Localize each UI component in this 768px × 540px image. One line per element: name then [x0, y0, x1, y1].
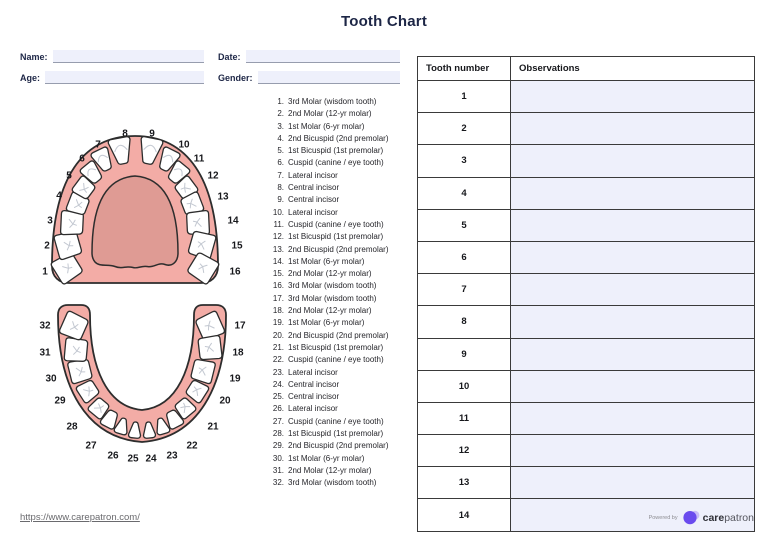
list-item-number: 30. — [272, 453, 284, 463]
list-item-number: 17. — [272, 293, 284, 303]
list-item-name: Central incisor — [288, 195, 340, 205]
table-row — [418, 241, 755, 273]
table-header-row — [418, 57, 755, 81]
list-item-number: 21. — [272, 342, 284, 352]
tooth-18-shape — [198, 335, 223, 360]
list-item — [264, 268, 416, 280]
list-item — [264, 367, 416, 379]
tooth-11-label: 11 — [193, 153, 205, 165]
list-item — [264, 157, 416, 169]
list-item-number: 11. — [273, 219, 284, 229]
observation-cell[interactable] — [511, 402, 755, 434]
brand-name-bold: care — [702, 511, 725, 524]
tooth-7-label: 7 — [95, 139, 101, 151]
table-row — [418, 435, 755, 467]
list-item — [264, 133, 416, 145]
tooth-2-label: 2 — [44, 240, 50, 252]
list-item-name: 2nd Molar (12-yr molar) — [288, 306, 372, 316]
list-item — [264, 244, 416, 256]
tooth-number-cell: 1 — [418, 81, 511, 113]
list-item-number: 25. — [272, 392, 284, 402]
list-item-name: Central incisor — [288, 392, 340, 402]
patient-fields — [20, 50, 402, 84]
table-row — [418, 113, 755, 145]
list-item-number: 10. — [272, 207, 284, 217]
list-item-number: 14. — [272, 256, 284, 266]
tooth-10-label: 10 — [178, 139, 190, 151]
tooth-27-label: 27 — [85, 440, 97, 452]
tooth-9-label: 9 — [149, 128, 155, 140]
list-item-name: Lateral incisor — [288, 207, 338, 217]
tooth-20-label: 20 — [219, 395, 231, 407]
list-item-name: Lateral incisor — [288, 170, 338, 180]
list-item-name: Lateral incisor — [288, 367, 338, 377]
observation-cell[interactable] — [511, 338, 755, 370]
list-item-name: Cuspid (canine / eye tooth) — [288, 158, 384, 168]
list-item — [264, 354, 416, 366]
list-item-name: 1st Molar (6-yr molar) — [288, 318, 365, 328]
list-item-number: 2. — [277, 109, 284, 119]
tooth-16-label: 16 — [229, 266, 241, 278]
observation-cell[interactable] — [511, 370, 755, 402]
carepatron-logo-icon — [683, 510, 700, 525]
table-row — [418, 209, 755, 241]
list-item-name: 2nd Molar (12-yr molar) — [288, 269, 372, 279]
observation-cell[interactable] — [511, 467, 755, 499]
list-item-number: 16. — [272, 281, 284, 291]
list-item-name: 3rd Molar (wisdom tooth) — [288, 293, 377, 303]
tooth-25-label: 25 — [127, 453, 139, 465]
powered-by-label: Powered by — [648, 514, 678, 521]
tooth-number-cell: 7 — [418, 274, 511, 306]
list-item-name: Lateral incisor — [288, 404, 338, 414]
name-field — [20, 50, 218, 63]
tooth-number-cell: 9 — [418, 338, 511, 370]
date-input[interactable] — [246, 50, 400, 63]
observation-cell[interactable] — [511, 177, 755, 209]
list-item-name: 2nd Bicuspid (2nd premolar) — [288, 133, 389, 143]
list-item-name: 3rd Molar (wisdom tooth) — [288, 281, 377, 291]
tooth-13-label: 13 — [217, 191, 229, 203]
list-item-name: 3rd Molar (wisdom tooth) — [288, 97, 377, 106]
tooth-number-cell: 4 — [418, 177, 511, 209]
list-item — [264, 293, 416, 305]
list-item-number: 7. — [277, 170, 284, 180]
footer-link[interactable]: https://www.carepatron.com/ — [20, 512, 140, 523]
brand-name-rest: patron — [724, 511, 754, 524]
list-item — [264, 305, 416, 317]
column-header-tooth-number: Tooth number — [418, 57, 511, 81]
list-item — [264, 219, 416, 231]
tooth-6-label: 6 — [79, 153, 85, 165]
table-row — [418, 306, 755, 338]
tooth-number-cell: 13 — [418, 467, 511, 499]
list-item — [264, 182, 416, 194]
list-item-number: 23. — [272, 367, 284, 377]
gender-input[interactable] — [258, 71, 400, 84]
list-item — [264, 145, 416, 157]
table-row — [418, 274, 755, 306]
tooth-3-label: 3 — [47, 215, 53, 227]
list-item-name: Cuspid (canine / eye tooth) — [288, 219, 384, 229]
list-item-number: 24. — [272, 379, 284, 389]
list-item-name: 2nd Bicuspid (2nd premolar) — [288, 441, 389, 451]
list-item-name: 1st Bicuspid (1st premolar) — [288, 342, 384, 352]
observation-cell[interactable] — [511, 241, 755, 273]
tooth-26-label: 26 — [107, 450, 119, 462]
table-row — [418, 370, 755, 402]
list-item-number: 5. — [277, 146, 284, 156]
tooth-5-label: 5 — [66, 170, 72, 182]
list-item — [264, 108, 416, 120]
tooth-number-cell: 14 — [418, 499, 511, 531]
list-item-name: Central incisor — [288, 379, 340, 389]
list-item — [264, 231, 416, 243]
list-item-name: 1st Bicuspid (1st premolar) — [288, 429, 384, 439]
tooth-12-label: 12 — [207, 170, 219, 182]
list-item-number: 12. — [272, 232, 284, 242]
list-item-number: 31. — [272, 465, 284, 475]
list-item — [264, 428, 416, 440]
tooth-21-label: 21 — [207, 421, 219, 433]
brand-name — [703, 512, 754, 524]
page-title: Tooth Chart — [340, 13, 428, 30]
list-item — [264, 477, 416, 489]
tooth-number-cell: 8 — [418, 306, 511, 338]
tooth-number-cell: 10 — [418, 370, 511, 402]
observation-cell[interactable] — [511, 306, 755, 338]
date-field — [218, 50, 402, 63]
list-item-number: 20. — [272, 330, 284, 340]
list-item — [264, 379, 416, 391]
tooth-23-label: 23 — [166, 450, 178, 462]
observations-table — [417, 56, 755, 532]
list-item-number: 18. — [272, 306, 284, 316]
dental-arches-diagram — [30, 118, 252, 472]
list-item — [264, 256, 416, 268]
list-item — [264, 403, 416, 415]
list-item-name: 1st Molar (6-yr molar) — [288, 121, 365, 131]
tooth-31-shape — [64, 338, 88, 363]
list-item-number: 6. — [277, 158, 284, 168]
tooth-1-label: 1 — [42, 266, 48, 278]
tooth-number-cell: 5 — [418, 209, 511, 241]
list-item — [264, 170, 416, 182]
observation-cell[interactable] — [511, 145, 755, 177]
tooth-30-label: 30 — [45, 373, 57, 385]
observation-cell[interactable] — [511, 435, 755, 467]
tooth-24-label: 24 — [145, 453, 157, 465]
list-item — [264, 96, 416, 108]
table-row — [418, 467, 755, 499]
list-item-number: 32. — [272, 478, 284, 488]
tooth-17-label: 17 — [234, 320, 246, 332]
list-item-name: Cuspid (canine / eye tooth) — [288, 416, 384, 426]
list-item-number: 8. — [277, 183, 284, 193]
tooth-32-label: 32 — [39, 320, 51, 332]
observation-cell[interactable] — [511, 209, 755, 241]
list-item-name: 2nd Bicuspid (2nd premolar) — [288, 330, 389, 340]
table-row — [418, 145, 755, 177]
tooth-15-label: 15 — [231, 240, 243, 252]
list-item — [264, 416, 416, 428]
list-item-name: 2nd Bicuspid (2nd premolar) — [288, 244, 389, 254]
list-item-name: Cuspid (canine / eye tooth) — [288, 355, 384, 365]
list-item-name: 1st Bicuspid (1st premolar) — [288, 232, 384, 242]
list-item-name: 3rd Molar (wisdom tooth) — [288, 478, 377, 488]
list-item — [264, 194, 416, 206]
observation-cell[interactable] — [511, 274, 755, 306]
tooth-8-label: 8 — [122, 128, 128, 140]
list-item — [264, 453, 416, 465]
list-item — [264, 207, 416, 219]
list-item-name: Central incisor — [288, 183, 340, 193]
age-label: Age: — [20, 73, 40, 83]
list-item-number: 28. — [272, 429, 284, 439]
age-field — [20, 71, 218, 84]
tooth-18-label: 18 — [232, 347, 244, 359]
list-item-number: 9. — [277, 195, 284, 205]
gender-field — [218, 71, 402, 84]
name-label: Name: — [20, 52, 48, 62]
table-row — [418, 338, 755, 370]
observation-cell[interactable] — [511, 113, 755, 145]
list-item — [264, 440, 416, 452]
list-item-name: 2nd Molar (12-yr molar) — [288, 465, 372, 475]
list-item-number: 1. — [277, 97, 284, 106]
list-item-number: 19. — [272, 318, 284, 328]
list-item — [264, 317, 416, 329]
name-input[interactable] — [53, 50, 204, 63]
list-item-number: 3. — [277, 121, 284, 131]
list-item — [264, 280, 416, 292]
list-item-number: 26. — [272, 404, 284, 414]
list-item-number: 29. — [272, 441, 284, 451]
tooth-number-cell: 12 — [418, 435, 511, 467]
table-row — [418, 177, 755, 209]
list-item-number: 22. — [272, 355, 284, 365]
brand-lockup — [649, 510, 754, 525]
column-header-observations: Observations — [511, 57, 755, 81]
list-item-number: 4. — [277, 133, 284, 143]
list-item-name: 1st Molar (6-yr molar) — [288, 256, 365, 266]
list-item — [264, 121, 416, 133]
list-item-number: 13. — [272, 244, 284, 254]
tooth-28-label: 28 — [66, 421, 78, 433]
list-item — [264, 465, 416, 477]
tooth-number-cell: 11 — [418, 402, 511, 434]
tooth-name-list — [264, 96, 416, 490]
list-item — [264, 342, 416, 354]
tooth-29-label: 29 — [54, 395, 66, 407]
tooth-number-cell: 3 — [418, 145, 511, 177]
table-row — [418, 81, 755, 113]
age-input[interactable] — [45, 71, 204, 84]
list-item — [264, 330, 416, 342]
gender-label: Gender: — [218, 73, 253, 83]
table-row — [418, 402, 755, 434]
tooth-4-label: 4 — [56, 190, 62, 202]
list-item — [264, 391, 416, 403]
observation-cell[interactable] — [511, 81, 755, 113]
tooth-number-cell: 6 — [418, 241, 511, 273]
date-label: Date: — [218, 52, 241, 62]
tooth-22-label: 22 — [186, 440, 198, 452]
list-item-number: 15. — [272, 269, 284, 279]
tooth-14-label: 14 — [227, 215, 239, 227]
tooth-31-label: 31 — [39, 347, 51, 359]
list-item-name: 1st Bicuspid (1st premolar) — [288, 146, 384, 156]
tooth-number-cell: 2 — [418, 113, 511, 145]
list-item-name: 1st Molar (6-yr molar) — [288, 453, 365, 463]
list-item-name: 2nd Molar (12-yr molar) — [288, 109, 372, 119]
list-item-number: 27. — [272, 416, 284, 426]
tooth-19-label: 19 — [229, 373, 241, 385]
